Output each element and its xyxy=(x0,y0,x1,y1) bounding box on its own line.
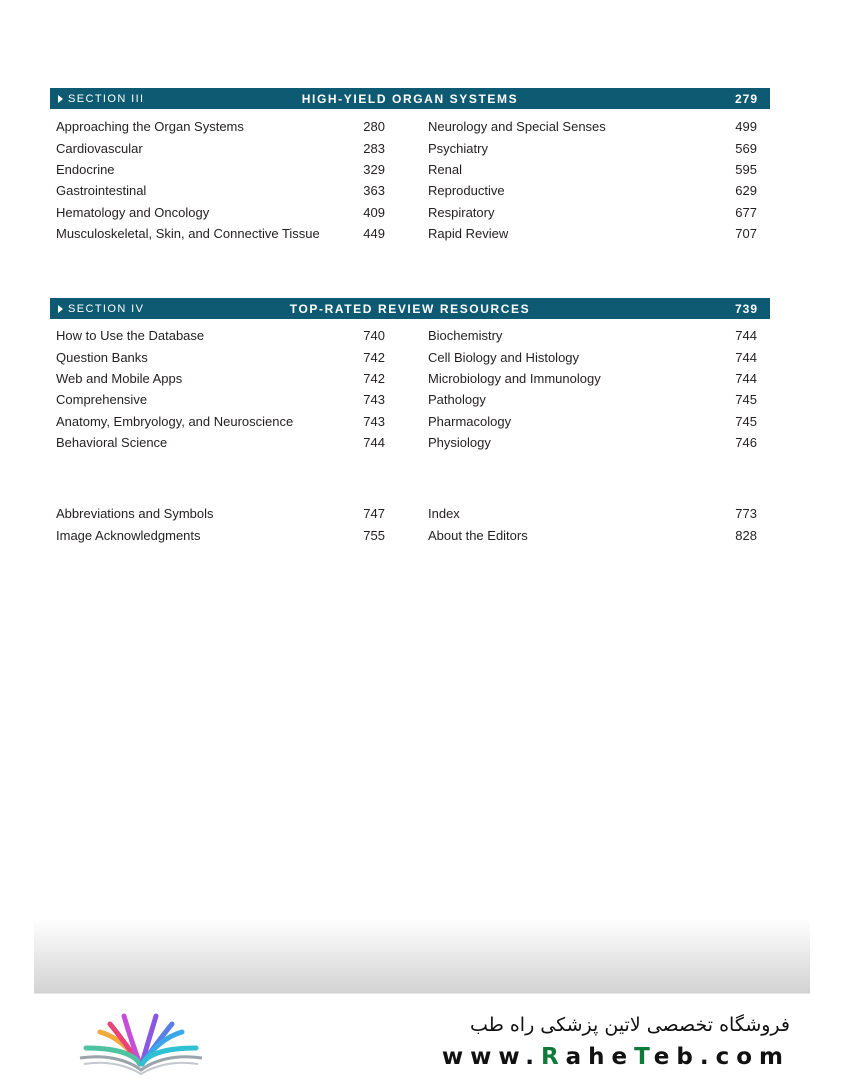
toc-entry-title: Web and Mobile Apps xyxy=(56,370,183,386)
toc-column-right xyxy=(428,325,757,453)
section-page-number: 739 xyxy=(734,301,758,316)
toc-entry[interactable] xyxy=(56,524,385,545)
toc-entry-page: 755 xyxy=(363,527,385,543)
toc-entry[interactable] xyxy=(428,325,757,346)
section-title: HIGH-YIELD ORGAN SYSTEMS xyxy=(301,91,519,106)
store-promo-text: فروشگاه تخصصی لاتین پزشکی راه طب xyxy=(470,1014,790,1036)
toc-entry-title: Anatomy, Embryology, and Neuroscience xyxy=(56,413,294,429)
toc-entry-page: 743 xyxy=(363,413,385,429)
toc-entry[interactable] xyxy=(428,159,757,180)
toc-entry-page: 742 xyxy=(363,370,385,386)
toc-entry-page: 746 xyxy=(735,435,757,451)
section-page-number: 279 xyxy=(734,91,758,106)
toc-entry-title: Pathology xyxy=(428,392,486,408)
toc-entry-title: About the Editors xyxy=(428,527,528,543)
toc-entry-page: 744 xyxy=(735,328,757,344)
toc-entry-title: Pharmacology xyxy=(428,413,512,429)
toc-entry-page: 595 xyxy=(735,161,757,177)
toc-entry-page: 569 xyxy=(735,140,757,156)
section-label: SECTION IV xyxy=(58,298,144,319)
toc-entry-title: Musculoskeletal, Skin, and Connective Tissue xyxy=(56,226,320,242)
toc-entry[interactable] xyxy=(428,116,757,137)
toc-entry-page: 629 xyxy=(735,183,757,199)
toc-entry[interactable] xyxy=(428,346,757,367)
toc-entry[interactable] xyxy=(56,346,385,367)
toc-entry-title: Cell Biology and Histology xyxy=(428,349,580,365)
toc-entry-title: Rapid Review xyxy=(428,226,509,242)
toc-entry-page: 744 xyxy=(735,349,757,365)
toc-entry-page: 283 xyxy=(363,140,385,156)
toc-entry-page: 743 xyxy=(363,392,385,408)
toc-column-left xyxy=(56,116,385,244)
toc-entry-page: 677 xyxy=(735,204,757,220)
toc-entry-title: Abbreviations and Symbols xyxy=(56,506,214,522)
toc-entry[interactable] xyxy=(428,389,757,410)
toc-entry[interactable] xyxy=(56,223,385,244)
section-label: SECTION III xyxy=(58,88,145,109)
toc-entry-page: 773 xyxy=(735,506,757,522)
toc-entry-page: 707 xyxy=(735,226,757,242)
open-book-logo-icon xyxy=(76,1006,206,1076)
toc-entry[interactable] xyxy=(56,180,385,201)
toc-entry-page: 828 xyxy=(735,527,757,543)
toc-entry-page: 329 xyxy=(363,161,385,177)
toc-entry[interactable] xyxy=(56,503,385,524)
toc-entry-title: Endocrine xyxy=(56,161,115,177)
toc-entry-title: Physiology xyxy=(428,435,491,451)
toc-entry[interactable] xyxy=(428,368,757,389)
backmatter-column-right xyxy=(428,503,757,546)
toc-entry[interactable] xyxy=(56,368,385,389)
toc-entry-title: Gastrointestinal xyxy=(56,183,147,199)
toc-entry-title: Neurology and Special Senses xyxy=(428,119,606,135)
toc-entry-page: 363 xyxy=(363,183,385,199)
toc-entry[interactable] xyxy=(428,137,757,158)
toc-entry-page: 744 xyxy=(363,435,385,451)
toc-entry-title: Index xyxy=(428,506,460,522)
toc-entry-title: Hematology and Oncology xyxy=(56,204,210,220)
toc-entry-title: Biochemistry xyxy=(428,328,503,344)
section-header-iii xyxy=(50,88,770,109)
toc-entry[interactable] xyxy=(56,432,385,453)
toc-entry-title: How to Use the Database xyxy=(56,328,205,344)
toc-column-right xyxy=(428,116,757,244)
section-title: TOP-RATED REVIEW RESOURCES xyxy=(289,301,531,316)
toc-entry-page: 499 xyxy=(735,119,757,135)
footer-shadow xyxy=(34,918,810,994)
toc-entry[interactable] xyxy=(428,524,757,545)
toc-entry-page: 280 xyxy=(363,119,385,135)
toc-entry[interactable] xyxy=(56,202,385,223)
toc-entry-title: Image Acknowledgments xyxy=(56,527,201,543)
toc-entry-title: Cardiovascular xyxy=(56,140,143,156)
toc-entry-page: 745 xyxy=(735,413,757,429)
toc-entry[interactable] xyxy=(428,432,757,453)
toc-entry-title: Psychiatry xyxy=(428,140,488,156)
toc-entry-page: 449 xyxy=(363,226,385,242)
toc-entry[interactable] xyxy=(428,503,757,524)
toc-entry-page: 745 xyxy=(735,392,757,408)
toc-entry-title: Approaching the Organ Systems xyxy=(56,119,244,135)
toc-entry[interactable] xyxy=(56,159,385,180)
toc-entry-title: Microbiology and Immunology xyxy=(428,370,601,386)
toc-entry-title: Respiratory xyxy=(428,204,495,220)
toc-entry[interactable] xyxy=(428,202,757,223)
toc-entry-title: Question Banks xyxy=(56,349,148,365)
toc-entry-title: Reproductive xyxy=(428,183,505,199)
toc-entry-page: 409 xyxy=(363,204,385,220)
footer-divider xyxy=(34,993,810,994)
toc-entry[interactable] xyxy=(428,411,757,432)
toc-entry-page: 742 xyxy=(363,349,385,365)
toc-entry-title: Behavioral Science xyxy=(56,435,168,451)
toc-entry[interactable] xyxy=(56,411,385,432)
toc-entry[interactable] xyxy=(56,389,385,410)
toc-entry-page: 740 xyxy=(363,328,385,344)
toc-entry[interactable] xyxy=(428,180,757,201)
section-header-iv xyxy=(50,298,770,319)
toc-entry-page: 744 xyxy=(735,370,757,386)
toc-column-left xyxy=(56,325,385,453)
backmatter-column-left xyxy=(56,503,385,546)
website-url[interactable]: www.RaheTeb.com xyxy=(441,1044,790,1070)
toc-entry[interactable] xyxy=(56,137,385,158)
toc-entry[interactable] xyxy=(56,325,385,346)
toc-entry[interactable] xyxy=(56,116,385,137)
toc-entry-page: 747 xyxy=(363,506,385,522)
toc-entry[interactable] xyxy=(428,223,757,244)
toc-entry-title: Renal xyxy=(428,161,462,177)
toc-entry-title: Comprehensive xyxy=(56,392,148,408)
